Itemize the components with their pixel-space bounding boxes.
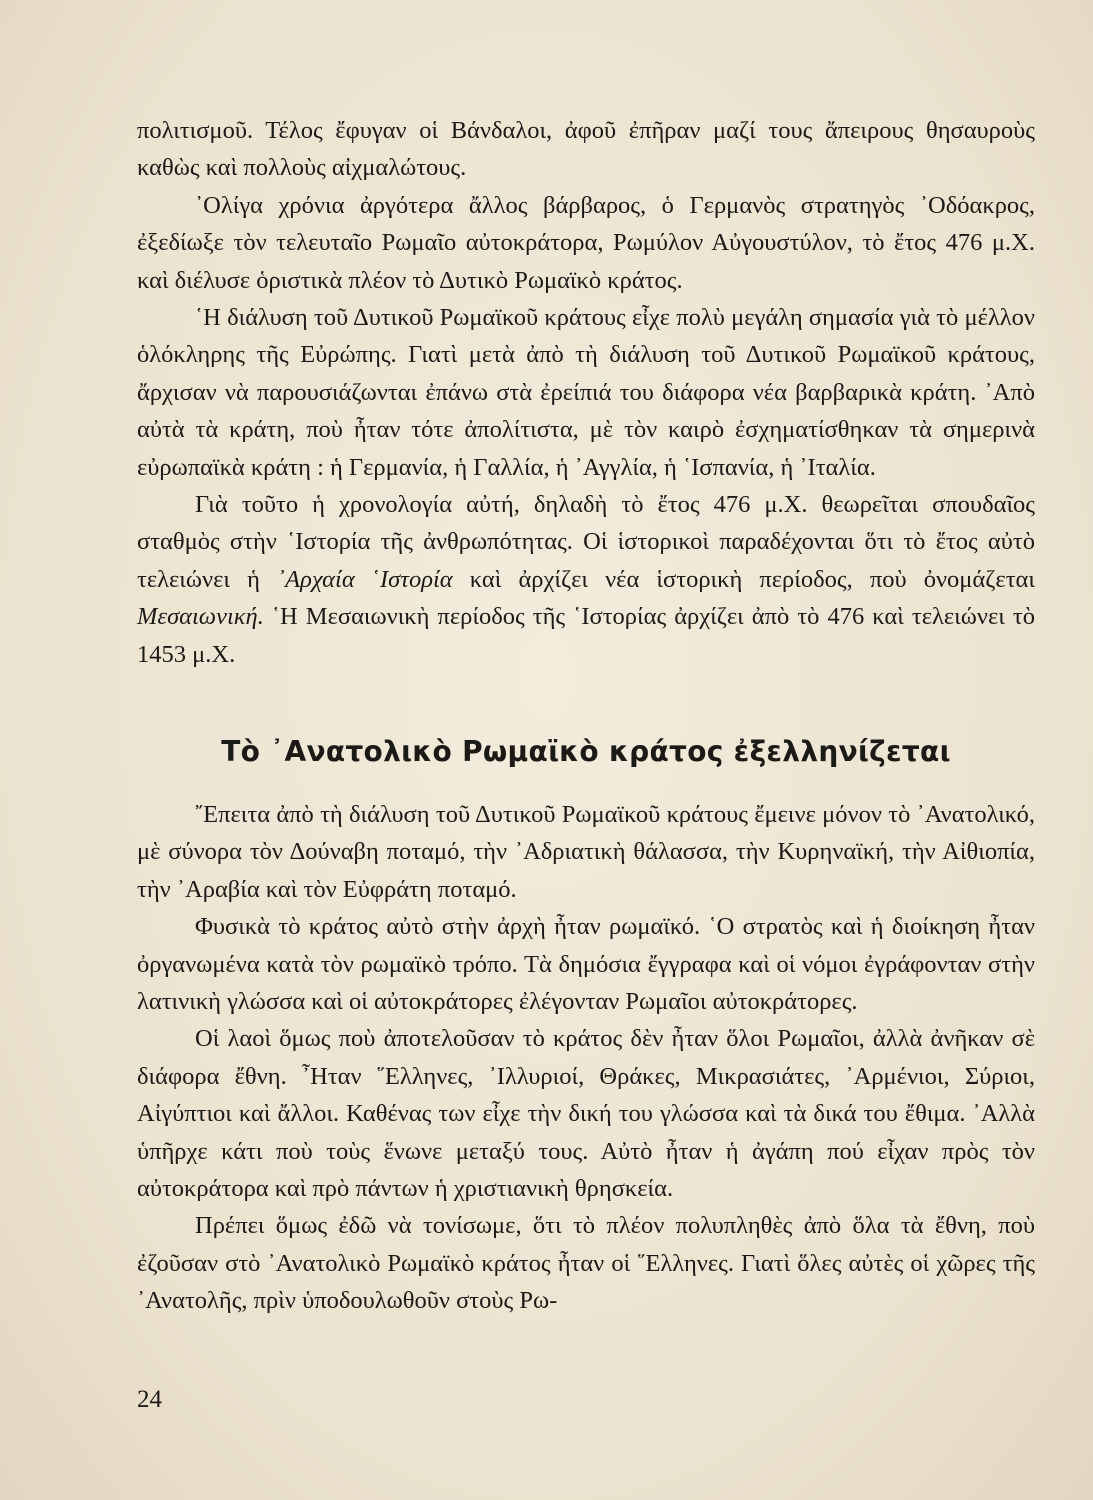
- paragraph: πολιτισμοῦ. Τέλος ἔφυγαν οἱ Βάνδαλοι, ἀφοῦ ἐπῆραν μαζί τους ἄπειρους θησαυροὺς καθὼς καὶ πολλοὺς αἰχμαλώτους.: [137, 117, 1035, 182]
- paragraph: ῾Η διάλυση τοῦ Δυτικοῦ Ρωμαϊκοῦ κράτους εἶχε πολὺ μεγάλη σημασία γιὰ τὸ μέλλον ὁλόκληρης τῆς Εὐρώπης. Γιατὶ μετὰ ἀπὸ τὴ διάλυση τοῦ Δυτικοῦ Ρωμαϊκοῦ κράτους, ἄρχισαν νὰ παρουσιάζωνται ἐπάνω στὰ ἐρείπιά του διάφορα νέα βαρβαρικὰ κράτη. ᾿Απὸ αὐτὰ τὰ κράτη, ποὺ ἦταν τότε ἀπολίτιστα, μὲ τὸν καιρὸ ἐσχηματίσθηκαν τὰ σημερινὰ εὐρωπαϊκὰ κράτη : ἡ Γερμανία, ἡ Γαλλία, ἡ ᾿Αγγλία, ἡ ῾Ισπανία, ἡ ᾿Ιταλία.: [137, 304, 1035, 481]
- paragraph: ῎Επειτα ἀπὸ τὴ διάλυση τοῦ Δυτικοῦ Ρωμαϊκοῦ κράτους ἔμεινε μόνον τὸ ᾿Ανατολικό, μὲ σύνορα τὸν Δούναβη ποταμό, τὴν ᾿Αδριατικὴ θάλασσα, τὴν Κυρηναϊκή, τὴν Αἰθιοπία, τὴν ᾿Αραβία καὶ τὸν Εὐφράτη ποταμό.: [137, 801, 1035, 903]
- italic-term: Μεσαιωνική.: [137, 603, 264, 631]
- text-block-bottom: [137, 796, 1035, 1320]
- page-number: 24: [137, 1386, 162, 1413]
- paragraph: Οἱ λαοὶ ὅμως ποὺ ἀποτελοῦσαν τὸ κράτος δὲν ἦταν ὅλοι Ρωμαῖοι, ἀλλὰ ἀνῆκαν σὲ διάφορα ἔθνη. ῏Ηταν ῞Ελληνες, ᾿Ιλλυριοί, Θράκες, Μικρασιάτες, ᾿Αρμένιοι, Σύριοι, Αἰγύπτιοι καὶ ἄλλοι. Καθένας των εἶχε τὴν δική του γλώσσα καὶ τὰ δικά του ἔθιμα. ᾿Αλλὰ ὑπῆρχε κάτι ποὺ τοὺς ἕνωνε μεταξύ τους. Αὐτὸ ἦταν ἡ ἀγάπη πού εἶχαν πρὸς τὸν αὐτοκράτορα καὶ πρὸ πάντων ἡ χριστιανικὴ θρησκεία.: [137, 1025, 1035, 1203]
- text-block-top: [137, 112, 1035, 673]
- paragraph: ᾿Ολίγα χρόνια ἀργότερα ἄλλος βάρβαρος, ὁ Γερμανὸς στρατηγὸς ᾿Οδόακρος, ἐξεδίωξε τὸν τελευταῖο Ρωμαῖο αὐτοκράτορα, Ρωμύλον Αὐγουστύλον, τὸ ἔτος 476 μ.Χ. καὶ διέλυσε ὁριστικὰ πλέον τὸ Δυτικὸ Ρωμαϊκὸ κράτος.: [137, 191, 1035, 294]
- paragraph-text: ῾Η Μεσαιωνικὴ περίοδος τῆς ῾Ιστορίας ἀρχίζει ἀπὸ τὸ 476 καὶ τελειώνει τὸ 1453 μ.Χ.: [137, 603, 1035, 668]
- paragraph-text: καὶ ἀρχίζει νέα ἱστορικὴ περίοδος, ποὺ ὀνομάζεται: [452, 565, 1035, 593]
- paragraph: Φυσικὰ τὸ κράτος αὐτὸ στὴν ἀρχὴ ἦταν ρωμαϊκό. ῾Ο στρατὸς καὶ ἡ διοίκηση ἦταν ὀργανωμένα κατὰ τὸν ρωμαϊκὸ τρόπο. Τὰ δημόσια ἔγγραφα καὶ οἱ νόμοι ἐγράφονταν στὴν λατινικὴ γλώσσα καὶ οἱ αὐτοκράτορες ἐλέγονταν Ρωμαῖοι αὐτοκράτορες.: [137, 913, 1035, 1016]
- paragraph: [137, 486, 1035, 673]
- paragraph: Πρέπει ὅμως ἐδῶ νὰ τονίσωμε, ὅτι τὸ πλέον πολυπληθὲς ἀπὸ ὅλα τὰ ἔθνη, ποὺ ἐζοῦσαν στὸ ᾿Ανατολικὸ Ρωμαϊκὸ κράτος ἦταν οἱ ῞Ελληνες. Γιατὶ ὅλες αὐτὲς οἱ χῶρες τῆς ᾿Ανατολῆς, πρὶν ὑποδουλωθοῦν στοὺς Ρω-: [137, 1212, 1035, 1315]
- italic-term: ᾿Αρχαία ῾Ιστορία: [277, 565, 453, 593]
- paragraph-text: Γιὰ τοῦτο ἡ χρονολογία αὐτή, δηλαδὴ τὸ ἔτος 476 μ.Χ. θεωρεῖται σπουδαῖος σταθμὸς στὴν ῾Ιστορία τῆς ἀνθρωπότητας. Οἱ ἱστορικοὶ παραδέχονται ὅτι τὸ ἔτος αὐτὸ τελειώνει ἡ: [137, 491, 1035, 593]
- section-heading: Τὸ ᾿Ανατολικὸ Ρωμαϊκὸ κράτος ἐξελληνίζεται: [221, 735, 951, 768]
